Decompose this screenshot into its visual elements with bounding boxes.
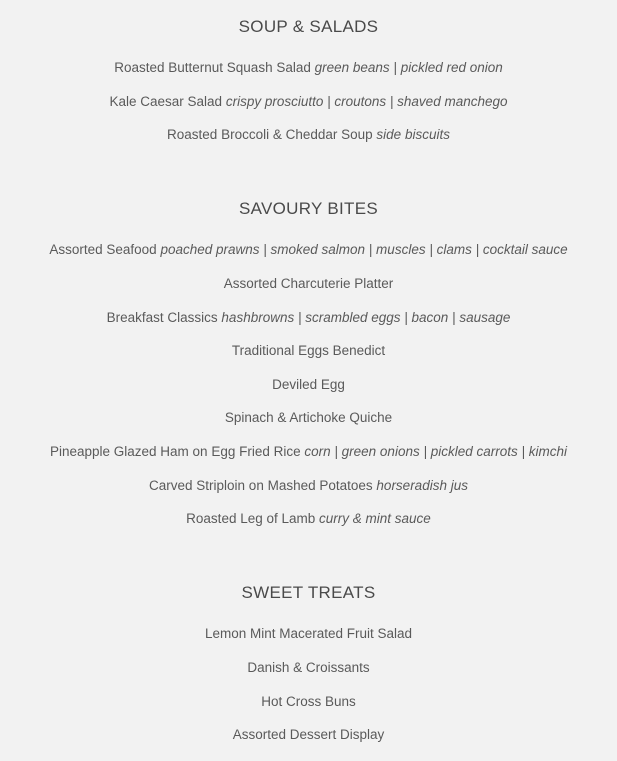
item-name: Danish & Croissants (247, 660, 370, 675)
item-name: Traditional Eggs Benedict (231, 343, 386, 358)
section-title-soup-salads: SOUP & SALADS (238, 17, 379, 36)
item-name: Kale Caesar Salad (109, 94, 223, 109)
item-description: green beans | pickled red onion (314, 60, 503, 75)
item-name: Spinach & Artichoke Quiche (224, 410, 393, 425)
item-name: Assorted Charcuterie Platter (223, 276, 394, 291)
section-title-sweet-treats: SWEET TREATS (241, 583, 376, 602)
menu-item (0, 275, 617, 293)
section-title-savoury-bites: SAVOURY BITES (238, 199, 378, 218)
item-name: Roasted Leg of Lamb (186, 511, 316, 526)
menu-item (0, 693, 617, 711)
item-description: hashbrowns | scrambled eggs | bacon | sausage (221, 310, 511, 325)
menu-item (0, 659, 617, 677)
item-name: Roasted Broccoli & Cheddar Soup (167, 127, 373, 142)
menu-item (0, 342, 617, 360)
item-description: curry & mint sauce (319, 511, 431, 526)
item-name: Assorted Dessert Display (232, 727, 385, 742)
menu-item (0, 443, 617, 461)
item-description: corn | green onions | pickled carrots | kimchi (304, 444, 568, 459)
menu-item (0, 93, 617, 111)
item-name: Pineapple Glazed Ham on Egg Fried Rice (49, 444, 301, 459)
item-description: crispy prosciutto | croutons | shaved manchego (225, 94, 508, 109)
menu-item (0, 726, 617, 744)
menu-item (0, 126, 617, 144)
menu-item (0, 409, 617, 427)
menu-item (0, 477, 617, 495)
item-name: Hot Cross Buns (261, 694, 356, 709)
menu-item (0, 510, 617, 528)
item-name: Carved Striploin on Mashed Potatoes (149, 478, 373, 493)
item-name: Assorted Seafood (49, 242, 157, 257)
menu-item (0, 376, 617, 394)
menu-item (0, 309, 617, 327)
item-description: poached prawns | smoked salmon | muscles | clams | cocktail sauce (160, 242, 568, 257)
menu-item (0, 625, 617, 643)
menu-item (0, 59, 617, 77)
menu-item (0, 241, 617, 259)
item-name: Deviled Egg (272, 377, 345, 392)
item-name: Breakfast Classics (106, 310, 218, 325)
item-description: side biscuits (376, 127, 450, 142)
item-name: Roasted Butternut Squash Salad (114, 60, 311, 75)
item-name: Lemon Mint Macerated Fruit Salad (204, 626, 413, 641)
item-description: horseradish jus (376, 478, 468, 493)
